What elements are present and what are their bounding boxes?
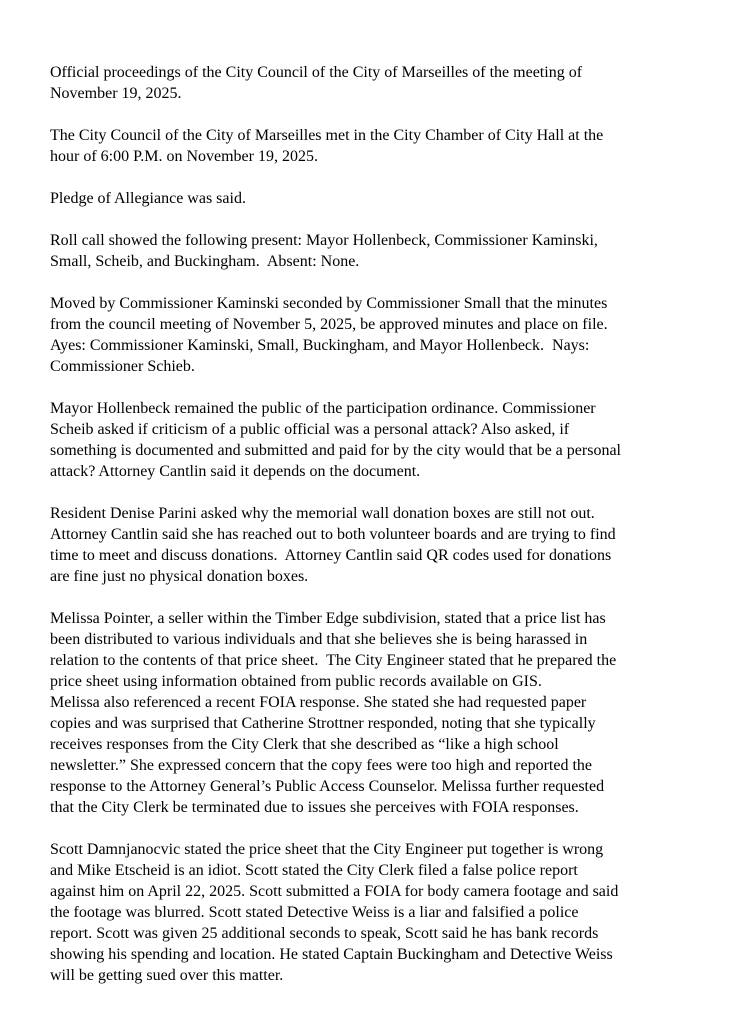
document-page	[50, 62, 690, 1007]
public-comment-paragraph: Scott Damnjanocvic stated the price sheet that the City Engineer put together is wrong and Mike Etscheid is an idiot. Scott stated the City Clerk filed a false police report against him on April 22, 2025. Scott submitted a FOIA for body camera footage and said the footage was blurred. Scott stated Detective Weiss is a liar and falsified a police report. Scott was given 25 additional seconds to speak, Scott said he has bank records showing his spending and location. He stated Captain Buckingham and Detective Weiss will be getting sued over this matter.	[50, 841, 619, 984]
meeting-location-paragraph: The City Council of the City of Marseilles met in the City Chamber of City Hall at the hour of 6:00 P.M. on November 19, 2025.	[50, 127, 604, 165]
price-list-paragraph: Melissa Pointer, a seller within the Timber Edge subdivision, stated that a price list has been distributed to various individuals and that she believes she is being harassed in relation to the contents of that price sheet. The City Engineer stated that he prepared the price sheet using information obtained from public records available on GIS.	[50, 610, 617, 690]
participation-ordinance-paragraph: Mayor Hollenbeck remained the public of the participation ordinance. Commissioner Scheib asked if criticism of a public official was a personal attack? Also asked, if something is documented and submitted and paid for by the city would that be a personal attack? Attorney Cantlin said it depends on the document.	[50, 400, 621, 480]
memorial-wall-paragraph: Resident Denise Parini asked why the memorial wall donation boxes are still not out. Attorney Cantlin said she has reached out to both volunteer boards and are trying to find time to meet and discuss donations. Attorney Cantlin said QR codes used for donations are fine just no physical donation boxes.	[50, 505, 616, 585]
pledge-paragraph: Pledge of Allegiance was said.	[50, 190, 246, 207]
foia-response-paragraph: Melissa also referenced a recent FOIA response. She stated she had requested paper copies and was surprised that Catherine Strottner responded, noting that she typically receives responses from the City Clerk that she described as “like a high school newsletter.” She expressed concern that the copy fees were too high and reported the response to the Attorney General’s Public Access Counselor. Melissa further requested that the City Clerk be terminated due to issues she perceives with FOIA responses.	[50, 694, 605, 816]
proceedings-heading-paragraph: Official proceedings of the City Council of the City of Marseilles of the meeting of November 19, 2025.	[50, 64, 583, 102]
roll-call-paragraph: Roll call showed the following present: Mayor Hollenbeck, Commissioner Kaminski, Small, Scheib, and Buckingham. Absent: None.	[50, 232, 598, 270]
minutes-motion-paragraph: Moved by Commissioner Kaminski seconded by Commissioner Small that the minutes from the council meeting of November 5, 2025, be approved minutes and place on file. Ayes: Commissioner Kaminski, Small, Buckingham, and Mayor Hollenbeck. Nays: Commissioner Schieb.	[50, 295, 608, 375]
